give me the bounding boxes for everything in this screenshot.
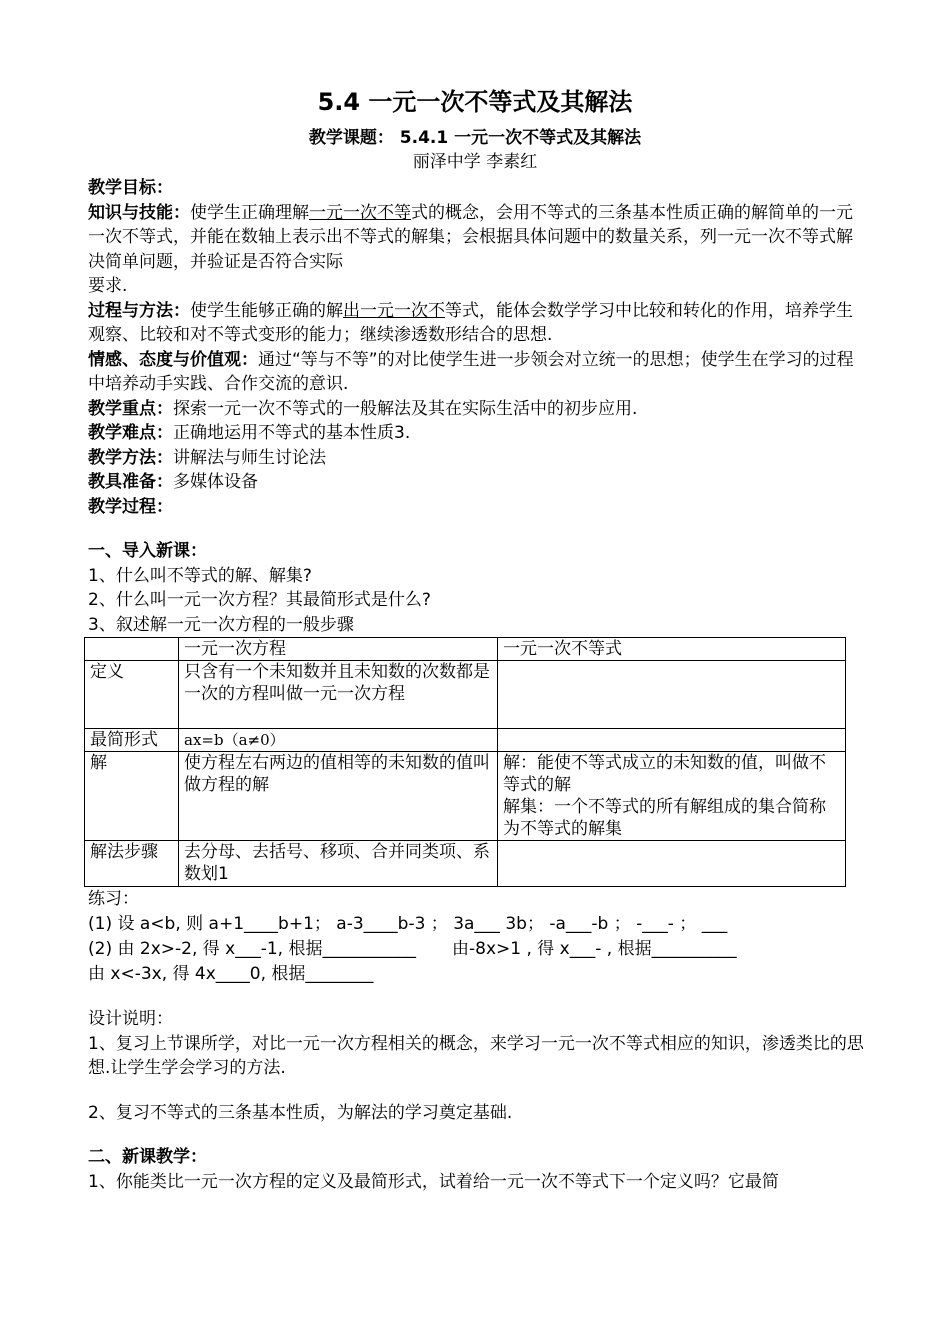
goal-process bbox=[88, 299, 868, 348]
lesson-subtitle bbox=[0, 126, 950, 150]
document-body bbox=[88, 176, 868, 1194]
exercise-line-1: (1) 设 a<b, 则 a+1____b+1； a-3____b-3 ； 3a___ 3b； -a___-b ； -___- ； ___ bbox=[88, 914, 728, 934]
spacer bbox=[88, 1081, 868, 1101]
table-cell: 解法步骤 bbox=[85, 841, 179, 887]
table-cell: ax=b（a≠0） bbox=[179, 729, 498, 752]
spacer bbox=[88, 1125, 868, 1145]
info-difficulty-label: 教学难点： bbox=[88, 423, 173, 443]
exercise-block bbox=[88, 887, 868, 987]
info-difficulty-text: 正确地运用不等式的基本性质3. bbox=[173, 423, 411, 443]
table-cell: 解 bbox=[85, 752, 179, 841]
section1-heading: 一、导入新课： bbox=[88, 541, 207, 561]
goal-process-label: 过程与方法： bbox=[88, 300, 190, 321]
table-cell: 只含有一个未知数并且未知数的次数都是一次的方程叫做一元一次方程 bbox=[179, 661, 498, 729]
info-process-label: 教学过程： bbox=[88, 496, 173, 517]
info-method bbox=[88, 446, 868, 471]
goal-process-text-2: 等式，能体会数学学习中比较和转化的作用，培养学生观察、比较和对不等式变形的能力；继续渗透数形结合的思想. bbox=[88, 300, 853, 345]
solution-definition: 解：能使不等式成立的未知数的值，叫做不等式的解 bbox=[503, 753, 826, 795]
table-cell: 定义 bbox=[85, 661, 179, 729]
section2-heading: 二、新课教学： bbox=[88, 1147, 207, 1167]
comparison-table bbox=[84, 637, 846, 887]
info-tools-text: 多媒体设备 bbox=[173, 472, 258, 492]
exercise-line-2a: (2) 由 2x>-2, 得 x___-1, 根据___________ bbox=[88, 939, 416, 959]
goal-emotion-text: 通过“等与不等”的对比使学生进一步领会对立统一的思想；使学生在学习的过程中培养动手实践、合作交流的意识. bbox=[88, 349, 854, 394]
goal-knowledge bbox=[88, 201, 868, 275]
goal-knowledge-text-2: 式的概念，会用不等式的三条基本性质正确的解简单的一元一次不等式，并能在数轴上表示出不等式的解集；会根据具体问题中的数量关系，列一元一次不等式解决简单问题，并验证是否符合实际 bbox=[88, 202, 853, 272]
subtitle-label: 教学课题： bbox=[308, 128, 394, 148]
info-key-text: 探索一元一次不等式的一般解法及其在实际生活中的初步应用. bbox=[173, 398, 638, 419]
section1-q2: 2、什么叫一元一次方程？其最简形式是什么? bbox=[88, 590, 431, 610]
table-header-row bbox=[85, 638, 846, 661]
exercise-line-2 bbox=[88, 937, 868, 962]
section1-q1: 1、什么叫不等式的解、解集? bbox=[88, 565, 312, 586]
table-header-cell: 一元一次不等式 bbox=[498, 638, 846, 661]
exercise-line-3: 由 x<-3x, 得 4x____0, 根据________ bbox=[88, 964, 374, 984]
table-row bbox=[85, 729, 846, 752]
table-row bbox=[85, 841, 846, 887]
info-method-label: 教学方法： bbox=[88, 447, 173, 468]
info-tools bbox=[88, 470, 868, 495]
table-cell: 最简形式 bbox=[85, 729, 179, 752]
table-cell: 使方程左右两边的值相等的未知数的值叫做方程的解 bbox=[179, 752, 498, 841]
info-method-text: 讲解法与师生讨论法 bbox=[173, 447, 326, 468]
info-difficulty bbox=[88, 421, 868, 446]
goal-process-text-1: 使学生能够正确的解 bbox=[190, 300, 343, 321]
info-key-label: 教学重点： bbox=[88, 398, 173, 419]
goal-knowledge-text-1: 使学生正确理解 bbox=[190, 202, 309, 223]
subtitle-value: 5.4.1 一元一次不等式及其解法 bbox=[393, 128, 642, 148]
design-label: 设计说明： bbox=[88, 1009, 173, 1029]
page-title: 5.4 一元一次不等式及其解法 bbox=[317, 88, 633, 116]
design-p2: 2、复习不等式的三条基本性质，为解法的学习奠定基础. bbox=[88, 1102, 513, 1123]
spacer bbox=[88, 519, 868, 539]
goal-emotion-label: 情感、态度与价值观： bbox=[88, 349, 258, 370]
goal-knowledge-label: 知识与技能： bbox=[88, 202, 190, 223]
table-cell bbox=[498, 661, 846, 729]
table-header-cell: 一元一次方程 bbox=[179, 638, 498, 661]
goal-knowledge-underlined: 一元一次不等 bbox=[309, 202, 411, 223]
goal-emotion bbox=[88, 348, 868, 397]
section1-q3: 3、叙述解一元一次方程的一般步骤 bbox=[88, 614, 354, 635]
exercise-line-2b: 由-8x>1 , 得 x___- , 根据__________ bbox=[452, 939, 737, 959]
exercise-label: 练习： bbox=[88, 889, 139, 909]
info-key bbox=[88, 397, 868, 422]
spacer bbox=[88, 987, 868, 1007]
solution-set-definition: 解集：一个不等式的所有解组成的集合简称为不等式的解集 bbox=[503, 797, 826, 839]
table-row bbox=[85, 752, 846, 841]
section2-q1: 1、你能类比一元一次方程的定义及最简形式，试着给一元一次不等式下一个定义吗？它最简 bbox=[88, 1171, 779, 1192]
info-tools-label: 教具准备： bbox=[88, 472, 173, 492]
table-cell bbox=[498, 729, 846, 752]
author-line: 丽泽中学 李素红 bbox=[412, 152, 538, 172]
goal-process-underlined: 出一元一次不 bbox=[343, 300, 445, 321]
design-p1: 1、复习上节课所学，对比一元一次方程相关的概念，来学习一元一次不等式相应的知识，渗透类比的思想.让学生学会学习的方法. bbox=[88, 1033, 864, 1078]
table-cell: 去分母、去括号、移项、合并同类项、系数划1 bbox=[179, 841, 498, 887]
goals-heading: 教学目标： bbox=[88, 178, 173, 198]
table-cell bbox=[498, 752, 846, 841]
table-row bbox=[85, 661, 846, 729]
goal-knowledge-tail: 要求. bbox=[88, 276, 128, 296]
table-cell bbox=[498, 841, 846, 887]
table-header-cell bbox=[85, 638, 179, 661]
